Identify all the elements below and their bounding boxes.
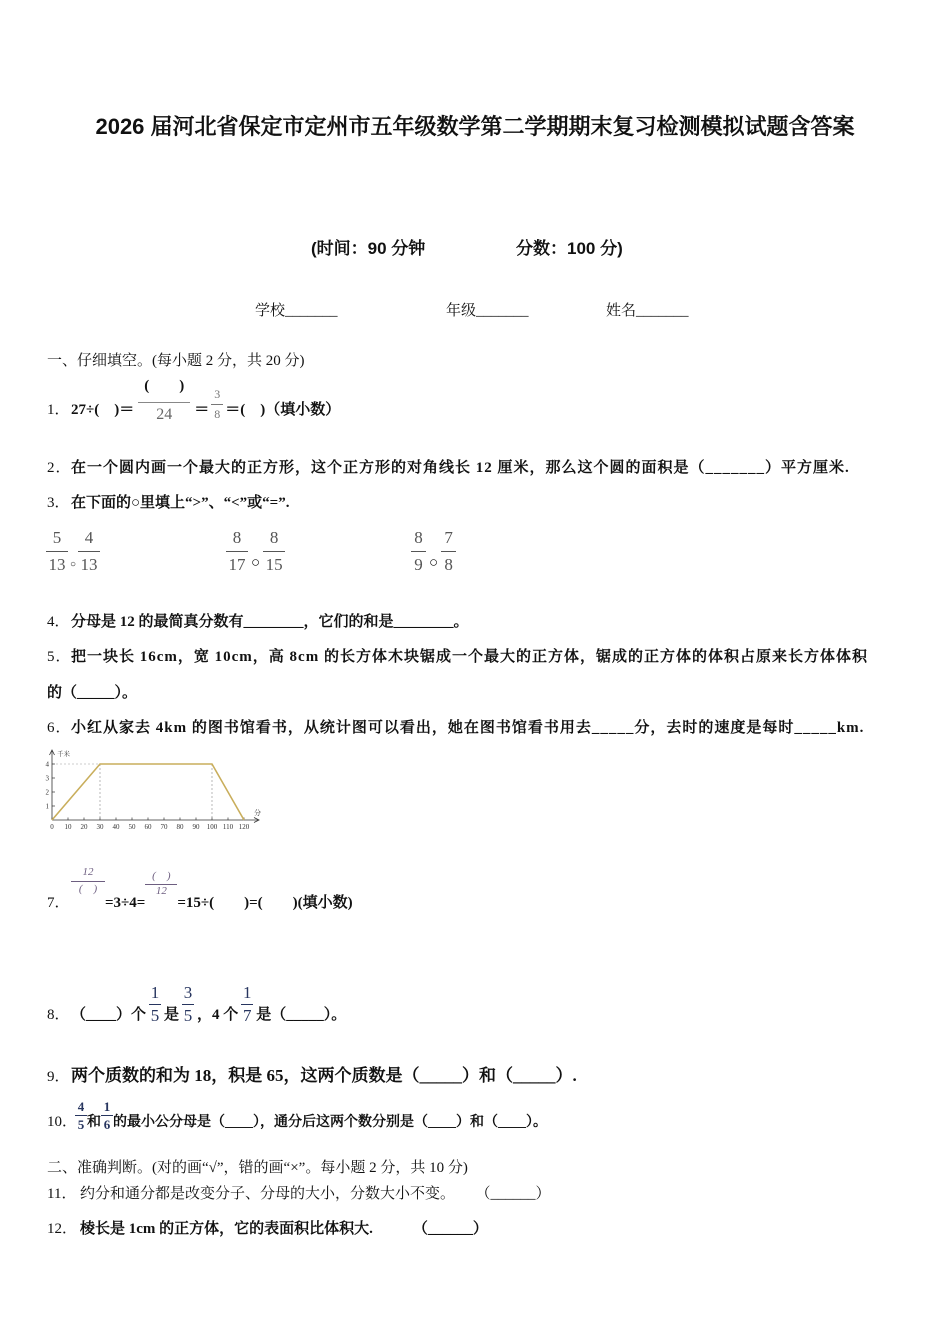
- question-1: [47, 378, 341, 423]
- fraction-stack: [263, 527, 285, 576]
- comparison-3: [411, 528, 456, 574]
- question-text: 在下面的○里填上“>”、“<”或“=”.: [71, 495, 290, 511]
- fraction: [441, 528, 456, 574]
- denominator: 5: [183, 1006, 193, 1025]
- numerator: 8: [226, 527, 248, 552]
- question-number: 12．: [47, 1221, 78, 1237]
- fraction: [75, 1099, 87, 1132]
- fraction: [211, 387, 223, 421]
- question-number: 5．: [47, 649, 72, 665]
- fraction-stack: [211, 387, 223, 421]
- fraction: [46, 528, 68, 574]
- distance-time-chart: [40, 745, 265, 837]
- y-tick-label: 1: [45, 802, 49, 811]
- question-text: =3÷4=: [105, 895, 146, 911]
- numerator: 1: [149, 983, 161, 1005]
- numerator: 7: [441, 527, 456, 552]
- question-number: 9．: [47, 1069, 70, 1085]
- question-text: 是: [164, 1007, 180, 1023]
- numerator: 1: [101, 1099, 113, 1116]
- question-4: [47, 612, 469, 632]
- numerator: 4: [78, 527, 100, 552]
- distance-time-line: [52, 764, 244, 820]
- denominator: 13: [48, 555, 66, 574]
- question-number: 10．: [47, 1114, 78, 1130]
- question-8: [47, 983, 347, 1025]
- comparison-2: [226, 528, 285, 574]
- exam-score: 分数：100 分): [516, 239, 623, 258]
- numerator: ( ): [145, 870, 177, 885]
- x-tick-label: 100: [206, 823, 218, 831]
- question-text: 的最小公分母是（____），通分后这两个数分别是（____）和（____）。: [113, 1115, 547, 1130]
- question-text: 在一个圆内画一个最大的正方形，这个正方形的对角线长 12 厘米，那么这个圆的面积是（_______）平方厘米.: [71, 460, 850, 476]
- compare-circle: ○: [429, 555, 439, 571]
- question-5: [47, 647, 868, 667]
- grade-field: 年级_______: [446, 303, 529, 319]
- numerator: 8: [263, 527, 285, 552]
- comparison-row: [0, 528, 950, 574]
- question-number: 7．: [47, 895, 70, 911]
- question-text: ，4 个: [197, 1007, 239, 1023]
- question-text: 把一块长 16cm，宽 10cm，高 8cm 的长方体木块锯成一个最大的正方体，锯成的正方体的体积占原来长方体体积: [71, 649, 868, 665]
- question-number: 2．: [47, 460, 72, 476]
- question-11: [47, 1184, 551, 1204]
- x-tick-label: 60: [144, 823, 152, 831]
- section-heading-true-false: 二、准确判断。(对的画“√”，错的画“×”。每小题 2 分，共 10 分): [47, 1160, 468, 1176]
- section-heading-fill-in: 一、仔细填空。(每小题 2 分，共 20 分): [47, 353, 305, 369]
- x-tick-label: 10: [64, 823, 72, 831]
- comparison-1: [46, 528, 100, 574]
- fraction-stack: [226, 527, 248, 576]
- numerator: 5: [46, 527, 68, 552]
- question-3: [47, 493, 289, 513]
- denominator: 6: [103, 1117, 111, 1132]
- denominator: 24: [156, 406, 173, 423]
- fraction: [101, 1099, 113, 1132]
- question-number: 3．: [47, 495, 70, 511]
- name-field: 姓名_______: [606, 303, 689, 319]
- fraction: [78, 528, 100, 574]
- fraction-stack: [182, 983, 194, 1026]
- question-text: 分母是 12 的最简真分数有________，它们的和是________。: [71, 614, 469, 630]
- fraction-stack: [138, 374, 190, 425]
- x-tick-label: 80: [176, 823, 184, 831]
- x-tick-label: 30: [96, 823, 104, 831]
- compare-circle: ○: [251, 555, 261, 571]
- question-7: [47, 866, 353, 913]
- question-number: 1．: [47, 402, 70, 418]
- fraction: [182, 983, 194, 1025]
- numerator: 3: [211, 387, 223, 405]
- question-text: 棱长是 1cm 的正方体，它的表面积比体积大.: [80, 1221, 373, 1237]
- denominator: ( ): [78, 883, 98, 895]
- question-text: 是（_____）。: [256, 1007, 347, 1023]
- question-number: 6．: [47, 720, 72, 736]
- fraction-stack: [145, 870, 177, 898]
- fraction: [149, 983, 161, 1025]
- question-text: ＝( )（填小数）: [225, 402, 341, 418]
- fraction: [241, 983, 253, 1025]
- question-text: （____）个: [71, 1007, 147, 1023]
- fraction: [145, 870, 177, 913]
- compare-circle: ○: [70, 559, 77, 570]
- x-axis-unit: 分: [254, 809, 261, 817]
- question-12: [47, 1219, 488, 1239]
- x-tick-label: 50: [128, 823, 136, 831]
- school-field: 学校_______: [255, 303, 338, 319]
- question-number: 8．: [47, 1007, 70, 1023]
- x-tick-label: 120: [238, 823, 250, 831]
- y-tick-label: 3: [45, 774, 49, 783]
- fraction-stack: [71, 866, 105, 896]
- numerator: 12: [71, 866, 105, 882]
- question-2: [47, 458, 850, 478]
- denominator: 9: [414, 555, 423, 574]
- x-tick-label: 40: [112, 823, 120, 831]
- numerator: 8: [411, 527, 426, 552]
- denominator: 17: [228, 555, 246, 574]
- denominator: 5: [77, 1117, 85, 1132]
- question-number: 4．: [47, 614, 70, 630]
- fraction-stack: [101, 1099, 113, 1132]
- x-tick-label: 90: [192, 823, 200, 831]
- y-tick-label: 2: [45, 788, 49, 797]
- question-text: 两个质数的和为 18，积是 65，这两个质数是（_____）和（_____）.: [71, 1066, 577, 1085]
- equals-sign: ＝: [194, 402, 210, 418]
- fraction-stack: [241, 983, 253, 1026]
- question-5-continued: 的（_____）。: [47, 685, 138, 701]
- y-tick-label: 4: [45, 760, 49, 769]
- denominator: 13: [80, 555, 98, 574]
- fraction-stack: [149, 983, 161, 1026]
- fraction-stack: [46, 527, 68, 576]
- fraction-stack: [441, 527, 456, 576]
- question-6: [47, 718, 864, 738]
- denominator: 12: [155, 885, 167, 897]
- denominator: 7: [243, 1006, 252, 1025]
- exam-time: (时间：90 分钟: [311, 239, 426, 258]
- answer-blank: （______）: [412, 1221, 488, 1237]
- y-axis-unit: 千米: [57, 751, 70, 758]
- fraction: [226, 528, 248, 574]
- fraction-stack: [75, 1099, 87, 1132]
- question-text: 约分和通分都是改变分子、分母的大小，分数大小不变。: [80, 1186, 456, 1202]
- fraction: [138, 378, 190, 423]
- question-10: [47, 1099, 547, 1132]
- document-title: 2026 届河北省保定市定州市五年级数学第二学期期末复习检测模拟试题含答案: [95, 114, 855, 139]
- answer-blank: （______）: [483, 1186, 551, 1202]
- fraction: [411, 528, 426, 574]
- fraction-stack: [78, 527, 100, 576]
- denominator: 8: [444, 555, 453, 574]
- x-tick-label: 0: [50, 823, 54, 831]
- x-tick-label: 110: [222, 823, 234, 831]
- denominator: 5: [150, 1006, 160, 1025]
- numerator: 4: [75, 1099, 87, 1116]
- denominator: 8: [214, 407, 221, 421]
- fraction: [71, 866, 105, 913]
- x-tick-label: 20: [80, 823, 88, 831]
- numerator: 3: [182, 983, 194, 1005]
- question-text: 和: [87, 1115, 101, 1130]
- numerator: ( ): [138, 374, 190, 403]
- question-text: 27÷( )＝: [71, 402, 135, 418]
- question-9: [47, 1066, 577, 1086]
- question-text: =15÷( )=( )(填小数): [177, 895, 353, 911]
- x-tick-label: 70: [160, 823, 168, 831]
- fraction: [263, 528, 285, 574]
- question-text: 小红从家去 4km 的图书馆看书，从统计图可以看出，她在图书馆看书用去_____分，去时的速度是每时_____km.: [71, 720, 865, 736]
- numerator: 1: [241, 983, 253, 1005]
- question-number: 11．: [47, 1186, 77, 1202]
- denominator: 15: [265, 555, 283, 574]
- fraction-stack: [411, 527, 426, 576]
